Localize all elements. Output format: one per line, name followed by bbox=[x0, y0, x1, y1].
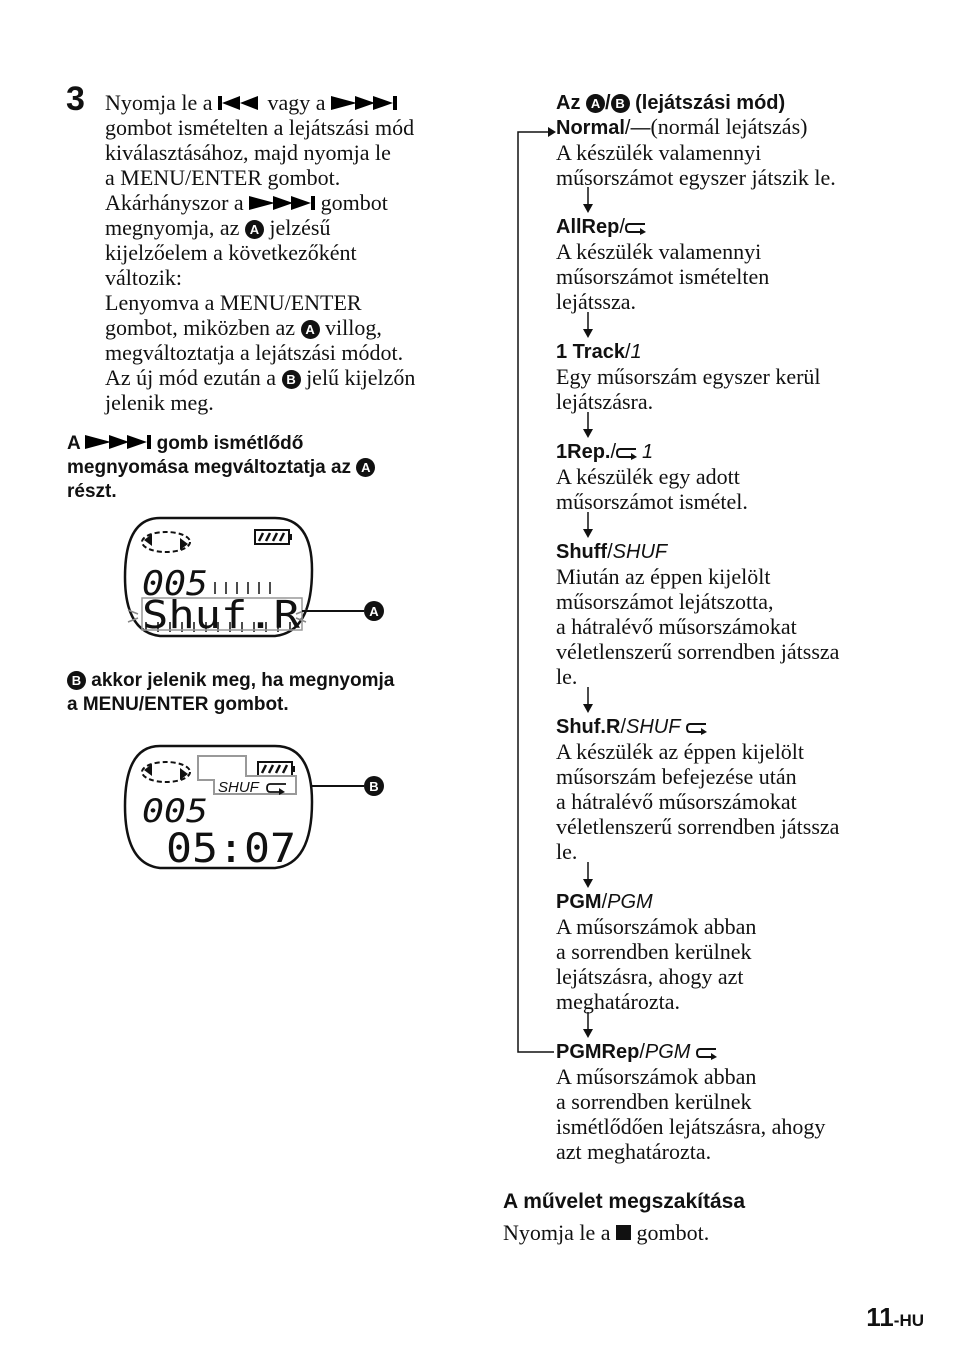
mode-description: műsorszámot lejátszotta, bbox=[556, 589, 774, 614]
mode-description: A készülék valamennyi bbox=[556, 239, 762, 264]
mode-description: a hátralévő műsorszámokat bbox=[556, 614, 797, 639]
cancel-text-part: Nyomja le a bbox=[503, 1220, 611, 1245]
next-track-icon bbox=[85, 434, 151, 450]
note-text: A bbox=[67, 433, 81, 454]
step-text: gombot bbox=[320, 190, 388, 215]
mode-title bbox=[556, 715, 876, 739]
repeat-icon bbox=[686, 721, 708, 735]
step-text: megváltoztatja a lejátszási módot. bbox=[105, 340, 404, 365]
mode-description: Miután az éppen kijelölt bbox=[556, 564, 771, 589]
label-a-badge: A bbox=[356, 458, 375, 477]
mode-display-text: 1 bbox=[630, 341, 642, 363]
mode-separator: / bbox=[619, 216, 625, 238]
mode-name: AllRep bbox=[556, 216, 620, 238]
step-text: kijelzőelem a következőként bbox=[105, 240, 357, 265]
step-text: gombot, miközben az bbox=[105, 315, 296, 340]
mode-description: meghatározta. bbox=[556, 989, 680, 1014]
mode-text: Shuf.R bbox=[142, 593, 301, 637]
mode-title bbox=[556, 340, 876, 364]
page-suffix: -HU bbox=[893, 1311, 924, 1330]
prev-track-icon bbox=[218, 95, 262, 111]
next-track-icon bbox=[331, 95, 397, 111]
step-text: megnyomja, az bbox=[105, 215, 240, 240]
repeat-icon bbox=[625, 221, 647, 235]
down-arrow-icon bbox=[580, 412, 596, 438]
note-a bbox=[67, 432, 447, 504]
step-text: Az új mód ezután a bbox=[105, 365, 277, 390]
mode-name: Normal bbox=[556, 117, 625, 139]
mode-description: véletlenszerű sorrendben játssza bbox=[556, 639, 840, 664]
battery-icon bbox=[255, 530, 292, 544]
down-arrow-icon bbox=[580, 687, 596, 713]
page-number-value: 11 bbox=[866, 1302, 894, 1332]
mode-description: műsorszámot egyszer játszik le. bbox=[556, 165, 836, 190]
mode-display-text: PGM bbox=[607, 891, 653, 913]
mode-name: 1Rep. bbox=[556, 441, 611, 463]
mode-description: a hátralévő műsorszámokat bbox=[556, 789, 797, 814]
mode-description: műsorszámot ismétel. bbox=[556, 489, 748, 514]
down-arrow-icon bbox=[580, 312, 596, 338]
mode-description: A műsorszámok abban bbox=[556, 1064, 757, 1089]
step-text: kiválasztásához, majd nyomja le bbox=[105, 140, 391, 165]
heading-text: Az bbox=[556, 92, 581, 114]
mode-separator: / bbox=[639, 1041, 645, 1063]
step-text: jelenik meg. bbox=[105, 390, 214, 415]
mode-description: műsorszám befejezése után bbox=[556, 764, 797, 789]
mode-display-text: PGM bbox=[644, 1041, 691, 1063]
mode-title bbox=[556, 1040, 876, 1064]
mode-description: műsorszámot ismételten bbox=[556, 264, 770, 289]
mode-separator: / bbox=[620, 716, 626, 738]
mode-description: le. bbox=[556, 839, 578, 864]
mode-description: A készülék az éppen kijelölt bbox=[556, 739, 805, 764]
mode-display-text: SHUF bbox=[612, 541, 668, 563]
step-instructions bbox=[105, 90, 450, 415]
mode-description: a sorrendben kerülnek bbox=[556, 939, 752, 964]
mode-description: azt meghatározta. bbox=[556, 1139, 712, 1164]
stop-icon bbox=[616, 1225, 631, 1240]
track-number: 005 bbox=[142, 792, 208, 830]
shuffle-indicator: SHUF bbox=[218, 779, 259, 796]
mode-description: le. bbox=[556, 664, 578, 689]
step-number: 3 bbox=[66, 80, 85, 118]
note-b bbox=[67, 669, 457, 717]
lcd-display-time bbox=[120, 742, 400, 877]
mode-name: PGMRep bbox=[556, 1041, 640, 1063]
mode-separator: /— bbox=[624, 117, 651, 139]
mode-display-text: SHUF bbox=[626, 716, 681, 738]
step-text: villog, bbox=[325, 315, 382, 340]
mode-name: 1 Track bbox=[556, 341, 625, 363]
step-text: Nyomja le a bbox=[105, 90, 213, 115]
cycle-loop-line bbox=[510, 120, 560, 1060]
mode-item bbox=[556, 340, 876, 414]
lcd-display-shuffle-repeat bbox=[120, 510, 400, 645]
mode-description: A készülék valamennyi bbox=[556, 140, 762, 165]
mode-separator: / bbox=[607, 541, 613, 563]
step-text: jelű kijelzőn bbox=[306, 365, 416, 390]
mode-title bbox=[556, 540, 876, 564]
page-number bbox=[866, 1302, 924, 1333]
down-arrow-icon bbox=[580, 187, 596, 213]
mode-item bbox=[556, 440, 876, 514]
step-text: jelzésű bbox=[269, 215, 331, 240]
step-text: a MENU/ENTER gombot. bbox=[105, 165, 341, 190]
mode-name: Shuf.R bbox=[556, 716, 621, 738]
mode-separator: / bbox=[601, 891, 608, 913]
label-b-badge: B bbox=[611, 94, 630, 113]
cancel-heading: A művelet megszakítása bbox=[503, 1190, 746, 1213]
mode-title bbox=[556, 890, 876, 914]
time-display: 05:07 bbox=[166, 826, 296, 872]
cancel-text-part: gombot. bbox=[636, 1220, 710, 1245]
step-text: vagy a bbox=[267, 90, 326, 115]
note-text: akkor jelenik meg, ha megnyomja bbox=[91, 670, 395, 691]
mode-title bbox=[556, 215, 876, 239]
label-b-badge: B bbox=[282, 370, 301, 389]
mode-description: véletlenszerű sorrendben játssza bbox=[556, 814, 840, 839]
mode-description: lejátssza. bbox=[556, 289, 637, 314]
label-b-badge: B bbox=[369, 779, 379, 794]
down-arrow-icon bbox=[580, 512, 596, 538]
label-a-badge: A bbox=[301, 320, 320, 339]
mode-description: lejátszásra, ahogy azt bbox=[556, 964, 744, 989]
mode-separator: / bbox=[624, 341, 631, 363]
repeat-icon bbox=[616, 446, 638, 460]
step-text: gombot ismételten a lejátszási mód bbox=[105, 115, 415, 140]
mode-name: Shuff bbox=[556, 541, 608, 563]
modes-heading: Az A / B (lejátszási mód) bbox=[556, 92, 786, 114]
label-a-badge: A bbox=[586, 94, 605, 113]
mode-item bbox=[556, 1040, 876, 1164]
mode-item bbox=[556, 715, 876, 864]
step-text: Akárhányszor a bbox=[105, 190, 244, 215]
mode-item bbox=[556, 540, 876, 689]
cancel-text bbox=[503, 1220, 709, 1245]
down-arrow-icon bbox=[580, 862, 596, 888]
mode-title bbox=[556, 440, 876, 464]
repeat-icon bbox=[696, 1046, 718, 1060]
mode-description: ismétlődően lejátszásra, ahogy bbox=[556, 1114, 826, 1139]
heading-text: (lejátszási mód) bbox=[635, 92, 786, 114]
mode-name: PGM bbox=[556, 891, 602, 913]
next-track-icon bbox=[249, 195, 315, 211]
step-text: változik: bbox=[105, 265, 182, 290]
mode-title bbox=[556, 115, 876, 140]
track-number: 005 bbox=[142, 564, 208, 604]
note-text: a MENU/ENTER gombot. bbox=[67, 694, 289, 715]
note-text: megnyomása megváltoztatja az bbox=[67, 457, 352, 478]
note-text: gomb ismétlődő bbox=[156, 433, 304, 454]
mode-description: Egy műsorszám egyszer kerül bbox=[556, 364, 821, 389]
mode-description: lejátszásra. bbox=[556, 389, 654, 414]
note-text: részt. bbox=[67, 481, 117, 502]
down-arrow-icon bbox=[580, 1012, 596, 1038]
mode-item bbox=[556, 115, 876, 190]
mode-description: A műsorszámok abban bbox=[556, 914, 757, 939]
step-text: Lenyomva a MENU/ENTER bbox=[105, 290, 362, 315]
mode-description: a sorrendben kerülnek bbox=[556, 1089, 752, 1114]
label-a-badge: A bbox=[245, 220, 264, 239]
label-a-badge: A bbox=[369, 604, 379, 619]
mode-item bbox=[556, 890, 876, 1014]
battery-icon bbox=[258, 762, 295, 776]
mode-separator: / bbox=[610, 441, 617, 463]
mode-item bbox=[556, 215, 876, 314]
mode-description: A készülék egy adott bbox=[556, 464, 740, 489]
mode-extra: (normál lejátszás) bbox=[650, 114, 808, 139]
label-b-badge: B bbox=[67, 671, 86, 690]
mode-display-text: 1 bbox=[642, 441, 654, 463]
